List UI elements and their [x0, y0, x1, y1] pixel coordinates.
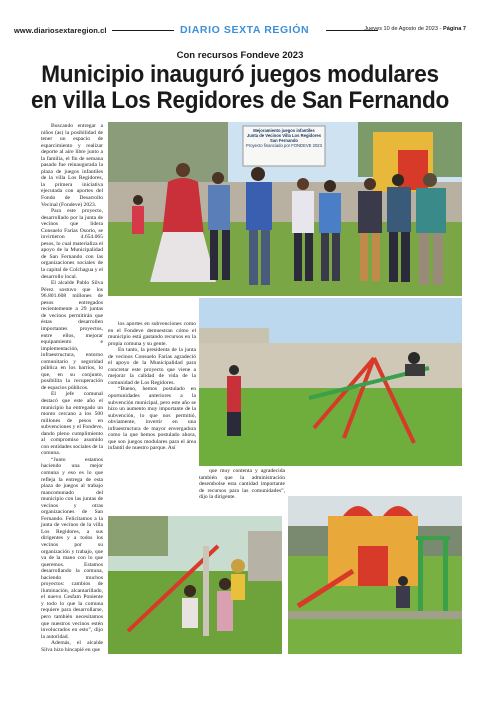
photo-spring-riders [108, 516, 282, 654]
site-url[interactable]: www.diariosextaregion.cl [14, 26, 107, 35]
paragraph: En tanto, la presidenta de la junta de vecinos Consuelo Farías agradeció el apoyo de la Municipalidad para concretar este proyecto que viene a mejorar la calidad de vida de la comunidad de Los Regidores. [108, 347, 196, 386]
photo-seesaw-play [199, 298, 462, 466]
sign-line-2: Junta de Vecinos Villa Los Regidores [246, 133, 322, 138]
photo-sign [245, 128, 323, 148]
article-kicker: Con recursos Fondeve 2023 [176, 50, 304, 61]
issue-date: Jueves 10 de Agosto de 2023 - [364, 26, 442, 32]
paragraph: los aportes en subvenciones como en el Fondeve demuestran cómo el municipio está gastando recursos en la propia comuna y su gente. [108, 321, 196, 347]
sign-line-1: Mejoramiento juegos infantiles [253, 128, 315, 133]
paragraph: Para este proyecto, desarrollado por la junta de vecinos que lidera Consuelo Farías Osorio, se invirtieron 4.654.065 pesos, lo cual materializa el apoyo de la Municipalidad de San Fernando con las organizaciones sociales de la capital de Colchagua y el desarrollo local. [41, 208, 103, 280]
paragraph: El alcalde Pablo Silva Pérez sostuvo que los 96.801.608 millones de pesos entregados recientemente a 29 juntas de vecinos permitirán que éstas desarrollen importantes proyectos, entre ellos, mejorar equipamiento e implementación, infraestructura, entorno comunitario y seguridad pública en los barrios, lo que, en su conjunto, posibilita la recuperación de espacios públicos. [41, 280, 103, 391]
article-column-3 [199, 468, 285, 501]
article-column-2 [108, 321, 196, 452]
article-column-1 [41, 123, 103, 653]
paragraph: “Bueno, hemos postulado en oportunidades anteriores a la subvención municipal, pero este año se hizo un aumento muy importante de la subvención, lo que nos permitió, obviamente, invertir en una infraestructura de mayor envergadura como la que hemos postulado ahora, que son juegos modulares para el área infantil de nuestro parque. Así [108, 386, 196, 452]
photo-play-structure [288, 496, 462, 654]
paragraph: que muy contenta y agradecida también que la administración desembolse esta cantidad importante de recursos para las comunidades”, dijo la dirigente. [199, 468, 285, 501]
paragraph: El jefe comunal destacó que este año el municipio ha entregado un monto cercano a los 500 millones de pesos en subvenciones y el Fondeve, dando pleno cumplimiento al compromiso asumido con entidades sociales de la comuna. [41, 391, 103, 457]
dateline [364, 26, 466, 32]
page-header [14, 24, 466, 44]
sign-line-3: San Fernando [270, 138, 298, 143]
page-number: Página 7 [442, 26, 466, 32]
photo-group-inauguration [108, 122, 462, 296]
paragraph: Además, el alcalde Silva hizo hincapié en que [41, 640, 103, 653]
paragraph: Buscando entregar a niños (as) la posibilidad de tener un espacio de esparcimiento y realizar deporte al aire libre junto a la familia, el fin de semana pasado fue reinaugurada la plaza de juegos infantiles de la villa Los Regidores, la primera iniciativa ejecutada con aportes del Fondo de Desarrollo Vecinal (Fondeve) 2023. [41, 123, 103, 208]
masthead-title: DIARIO SEXTA REGIÓN [180, 24, 310, 36]
header-divider-left [112, 30, 174, 31]
sign-line-4: Proyecto financiado por FONDEVE 2023 [246, 143, 322, 148]
paragraph: “Junto estamos haciendo una mejor comuna y eso es lo que refleja la entrega de esta plaza de juegos al trabajo mancomunado del municipio con las juntas de vecinos y otras organizaciones de San Fernando. Felicitamos a la junta de vecinos de la villa Los Regidores, a sus dirigentes y a todos los vecinos por su organización y trabajo, que va de la mano con lo que queremos. Estamos desarrollando la comuna, haciendo muchos proyectos: cambios de iluminación, alcantarillado, el nuevo Cesfam Poniente y todo lo que la comuna requiere para desarrollarse, pero también necesitamos que nuestros vecinos estén involucrados en esto”, dijo la autoridad. [41, 456, 103, 640]
article-headline: Municipio inauguró juegos modulares en villa Los Regidores de San Fernando [30, 61, 450, 114]
